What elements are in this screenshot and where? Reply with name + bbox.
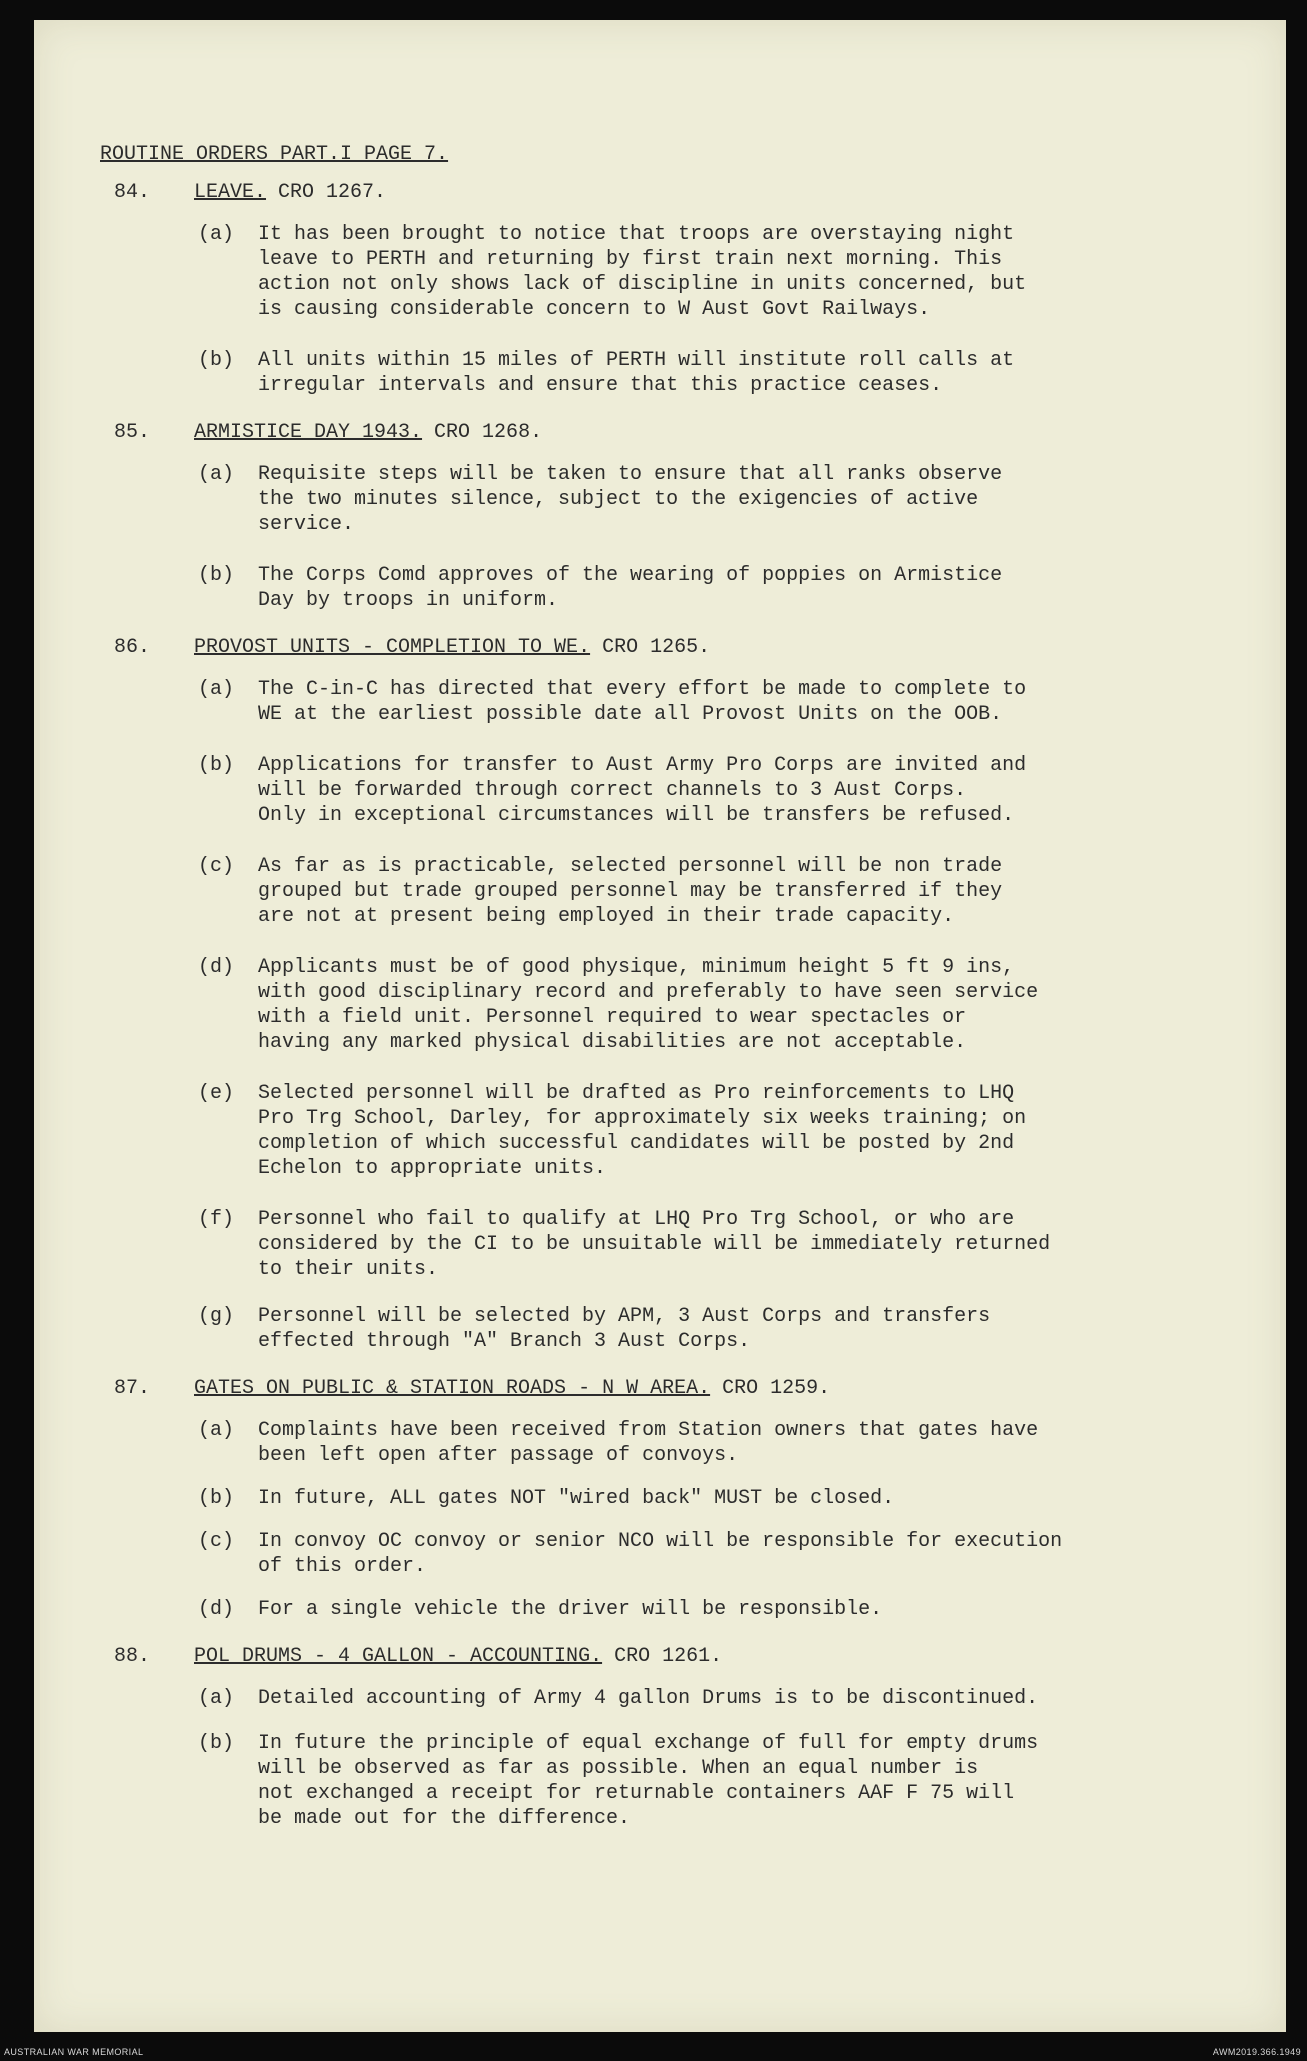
item-label: (e) bbox=[198, 1082, 235, 1105]
sections-container bbox=[100, 180, 1260, 1831]
section-title-line bbox=[194, 420, 542, 445]
order-item bbox=[100, 1207, 1260, 1282]
item-label: (g) bbox=[198, 1305, 235, 1328]
document-page bbox=[34, 20, 1286, 2032]
order-section bbox=[100, 180, 1260, 398]
section-title-line bbox=[194, 180, 386, 205]
cro-reference: CRO 1265. bbox=[590, 636, 711, 659]
item-label: (a) bbox=[198, 1419, 235, 1442]
cro-reference: CRO 1261. bbox=[602, 1645, 723, 1668]
order-item bbox=[100, 1304, 1260, 1354]
item-label: (b) bbox=[198, 1487, 235, 1510]
item-text: Applications for transfer to Aust Army Pro Corps are invited and will be forwarded through correct channels to 3 Aust Corps. Only in exceptional circumstances will be transfers be refused. bbox=[258, 754, 1027, 827]
item-text: As far as is practicable, selected personnel will be non trade grouped but trade grouped personnel may be transferred if they are not at present being employed in their trade capacity. bbox=[258, 855, 1003, 928]
order-item bbox=[100, 854, 1260, 929]
item-label: (b) bbox=[198, 754, 235, 777]
order-item bbox=[100, 1529, 1260, 1579]
order-item bbox=[100, 677, 1260, 727]
section-heading bbox=[100, 635, 1260, 661]
section-title-line bbox=[194, 1376, 830, 1401]
order-section bbox=[100, 420, 1260, 613]
item-label: (a) bbox=[198, 223, 235, 246]
item-text: Complaints have been received from Station owners that gates have been left open after passage of convoys. bbox=[258, 1419, 1039, 1467]
section-title: ARMISTICE DAY 1943. bbox=[194, 421, 423, 444]
item-text: Applicants must be of good physique, minimum height 5 ft 9 ins, with good disciplinary record and preferably to have seen service with a field unit. Personnel required to wear spectacles or having any marked physical disabilities are not acceptable. bbox=[258, 956, 1039, 1054]
item-label: (a) bbox=[198, 678, 235, 701]
order-item bbox=[100, 563, 1260, 613]
document-body bbox=[100, 142, 1260, 1853]
order-section bbox=[100, 1644, 1260, 1831]
order-item bbox=[100, 462, 1260, 537]
item-label: (b) bbox=[198, 564, 235, 587]
item-text: The Corps Comd approves of the wearing of poppies on Armistice Day by troops in uniform. bbox=[258, 564, 1003, 612]
section-heading bbox=[100, 420, 1260, 446]
item-text: In convoy OC convoy or senior NCO will be responsible for execution of this order. bbox=[258, 1530, 1063, 1578]
order-item bbox=[100, 348, 1260, 398]
section-title: LEAVE. bbox=[194, 181, 267, 204]
order-item bbox=[100, 955, 1260, 1055]
order-item bbox=[100, 1486, 1260, 1511]
order-item bbox=[100, 1418, 1260, 1468]
item-label: (a) bbox=[198, 463, 235, 486]
section-title-line bbox=[194, 1644, 722, 1669]
section-number: 84. bbox=[114, 181, 151, 204]
item-label: (c) bbox=[198, 1530, 235, 1553]
section-number: 87. bbox=[114, 1377, 151, 1400]
item-text: Selected personnel will be drafted as Pro reinforcements to LHQ Pro Trg School, Darley, for approximately six weeks training; on completion of which successful candidates will be posted by 2nd Echelon to appropriate units. bbox=[258, 1082, 1027, 1180]
section-number: 85. bbox=[114, 421, 151, 444]
section-title: POL DRUMS - 4 GALLON - ACCOUNTING. bbox=[194, 1645, 603, 1668]
item-text: It has been brought to notice that troops are overstaying night leave to PERTH and returning by first train next morning. This action not only shows lack of discipline in units concerned, but is causing considerable concern to W Aust Govt Railways. bbox=[258, 223, 1027, 321]
cro-reference: CRO 1259. bbox=[710, 1377, 831, 1400]
order-item bbox=[100, 1597, 1260, 1622]
order-section bbox=[100, 635, 1260, 1354]
item-label: (b) bbox=[198, 1732, 235, 1755]
order-item bbox=[100, 753, 1260, 828]
item-label: (c) bbox=[198, 855, 235, 878]
item-text: Requisite steps will be taken to ensure that all ranks observe the two minutes silence, subject to the exigencies of active service. bbox=[258, 463, 1003, 536]
section-title: PROVOST UNITS - COMPLETION TO WE. bbox=[194, 636, 591, 659]
order-item bbox=[100, 1686, 1260, 1711]
section-heading bbox=[100, 1644, 1260, 1670]
item-label: (d) bbox=[198, 956, 235, 979]
page-title: ROUTINE ORDERS PART.I PAGE 7. bbox=[100, 143, 449, 166]
item-text: All units within 15 miles of PERTH will institute roll calls at irregular intervals and ensure that this practice ceases. bbox=[258, 349, 1015, 397]
section-title-line bbox=[194, 635, 710, 660]
page-title-row bbox=[100, 142, 1260, 168]
item-label: (d) bbox=[198, 1598, 235, 1621]
archive-reference: AWM2019.366.1949 bbox=[1212, 2047, 1301, 2057]
section-heading bbox=[100, 180, 1260, 206]
section-number: 88. bbox=[114, 1645, 151, 1668]
order-item bbox=[100, 1081, 1260, 1181]
order-section bbox=[100, 1376, 1260, 1622]
item-text: For a single vehicle the driver will be responsible. bbox=[258, 1598, 883, 1621]
order-item bbox=[100, 222, 1260, 322]
item-label: (f) bbox=[198, 1208, 235, 1231]
item-text: The C-in-C has directed that every effort be made to complete to WE at the earliest possible date all Provost Units on the OOB. bbox=[258, 678, 1027, 726]
cro-reference: CRO 1268. bbox=[422, 421, 543, 444]
section-title: GATES ON PUBLIC & STATION ROADS - N W AREA. bbox=[194, 1377, 711, 1400]
section-number: 86. bbox=[114, 636, 151, 659]
item-label: (b) bbox=[198, 349, 235, 372]
item-text: Personnel who fail to qualify at LHQ Pro Trg School, or who are considered by the CI to be unsuitable will be immediately returned to their units. bbox=[258, 1208, 1051, 1281]
item-text: In future the principle of equal exchange of full for empty drums will be observed as far as possible. When an equal number is not exchanged a receipt for returnable containers AAF F 75 will be made out for the difference. bbox=[258, 1732, 1039, 1830]
item-text: Detailed accounting of Army 4 gallon Drums is to be discontinued. bbox=[258, 1687, 1039, 1710]
order-item bbox=[100, 1731, 1260, 1831]
item-text: Personnel will be selected by APM, 3 Aust Corps and transfers effected through "A" Branch 3 Aust Corps. bbox=[258, 1305, 991, 1353]
archive-credit: AUSTRALIAN WAR MEMORIAL bbox=[4, 2047, 144, 2057]
section-heading bbox=[100, 1376, 1260, 1402]
item-text: In future, ALL gates NOT "wired back" MUST be closed. bbox=[258, 1487, 895, 1510]
item-label: (a) bbox=[198, 1687, 235, 1710]
cro-reference: CRO 1267. bbox=[266, 181, 387, 204]
